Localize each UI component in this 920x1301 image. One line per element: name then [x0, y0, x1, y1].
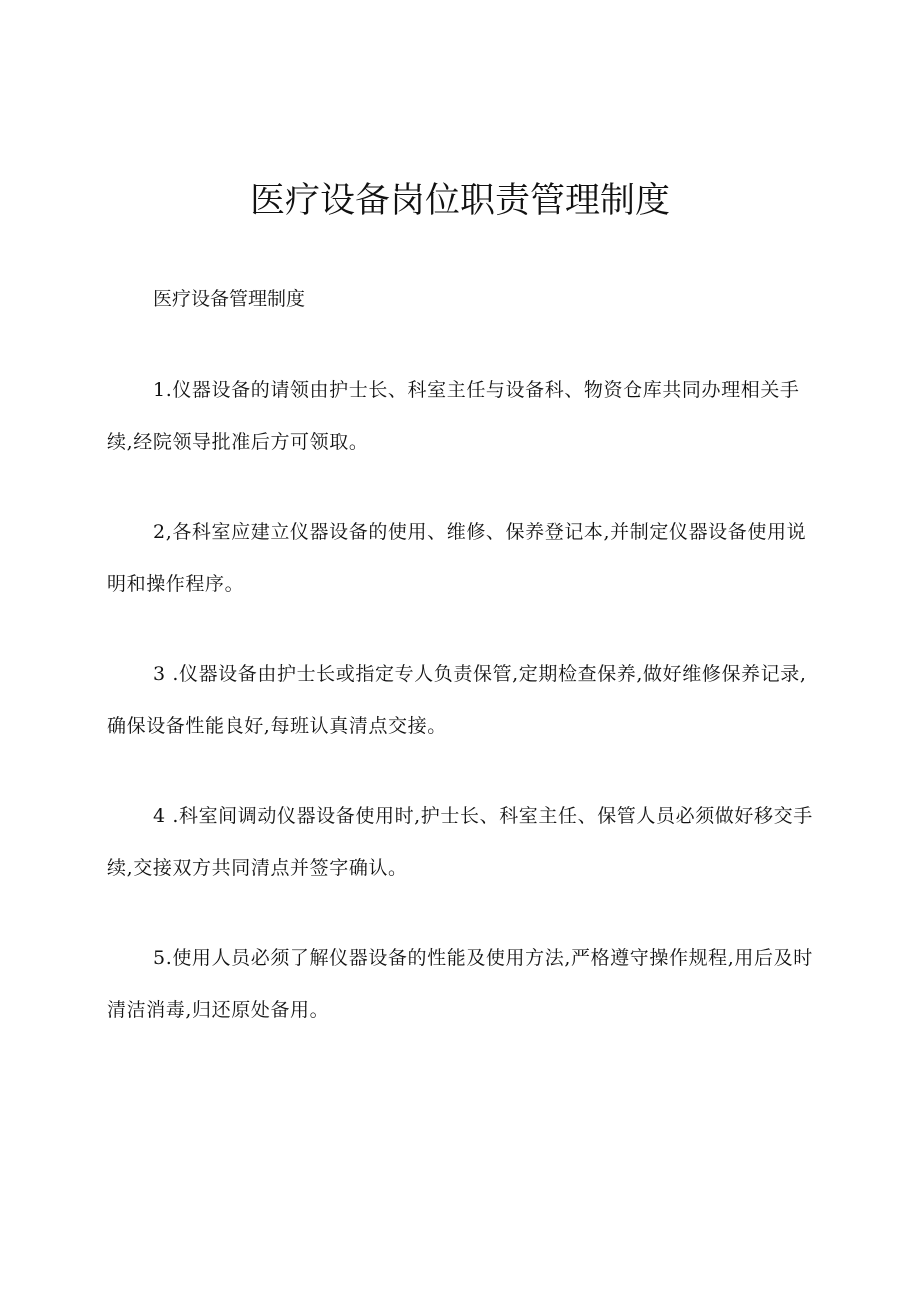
- paragraph-1: 1.仪器设备的请领由护士长、科室主任与设备科、物资仓库共同办理相关手续,经院领导批准后方可领取。: [107, 379, 800, 453]
- paragraph-4: 4 .科室间调动仪器设备使用时,护士长、科室主任、保管人员必须做好移交手续,交接双方共同清点并签字确认。: [107, 805, 813, 879]
- paragraph-5: 5.使用人员必须了解仪器设备的性能及使用方法,严格遵守操作规程,用后及时清洁消毒,归还原处备用。: [107, 947, 813, 1021]
- paragraph-3: 3 .仪器设备由护士长或指定专人负责保管,定期检查保养,做好维修保养记录,确保设备性能良好,每班认真清点交接。: [107, 663, 807, 737]
- paragraph-2: 2,各科室应建立仪器设备的使用、维修、保养登记本,并制定仪器设备使用说明和操作程序。: [107, 521, 807, 595]
- section-heading: 医疗设备管理制度: [153, 288, 306, 310]
- document-title: 医疗设备岗位职责管理制度: [249, 181, 670, 221]
